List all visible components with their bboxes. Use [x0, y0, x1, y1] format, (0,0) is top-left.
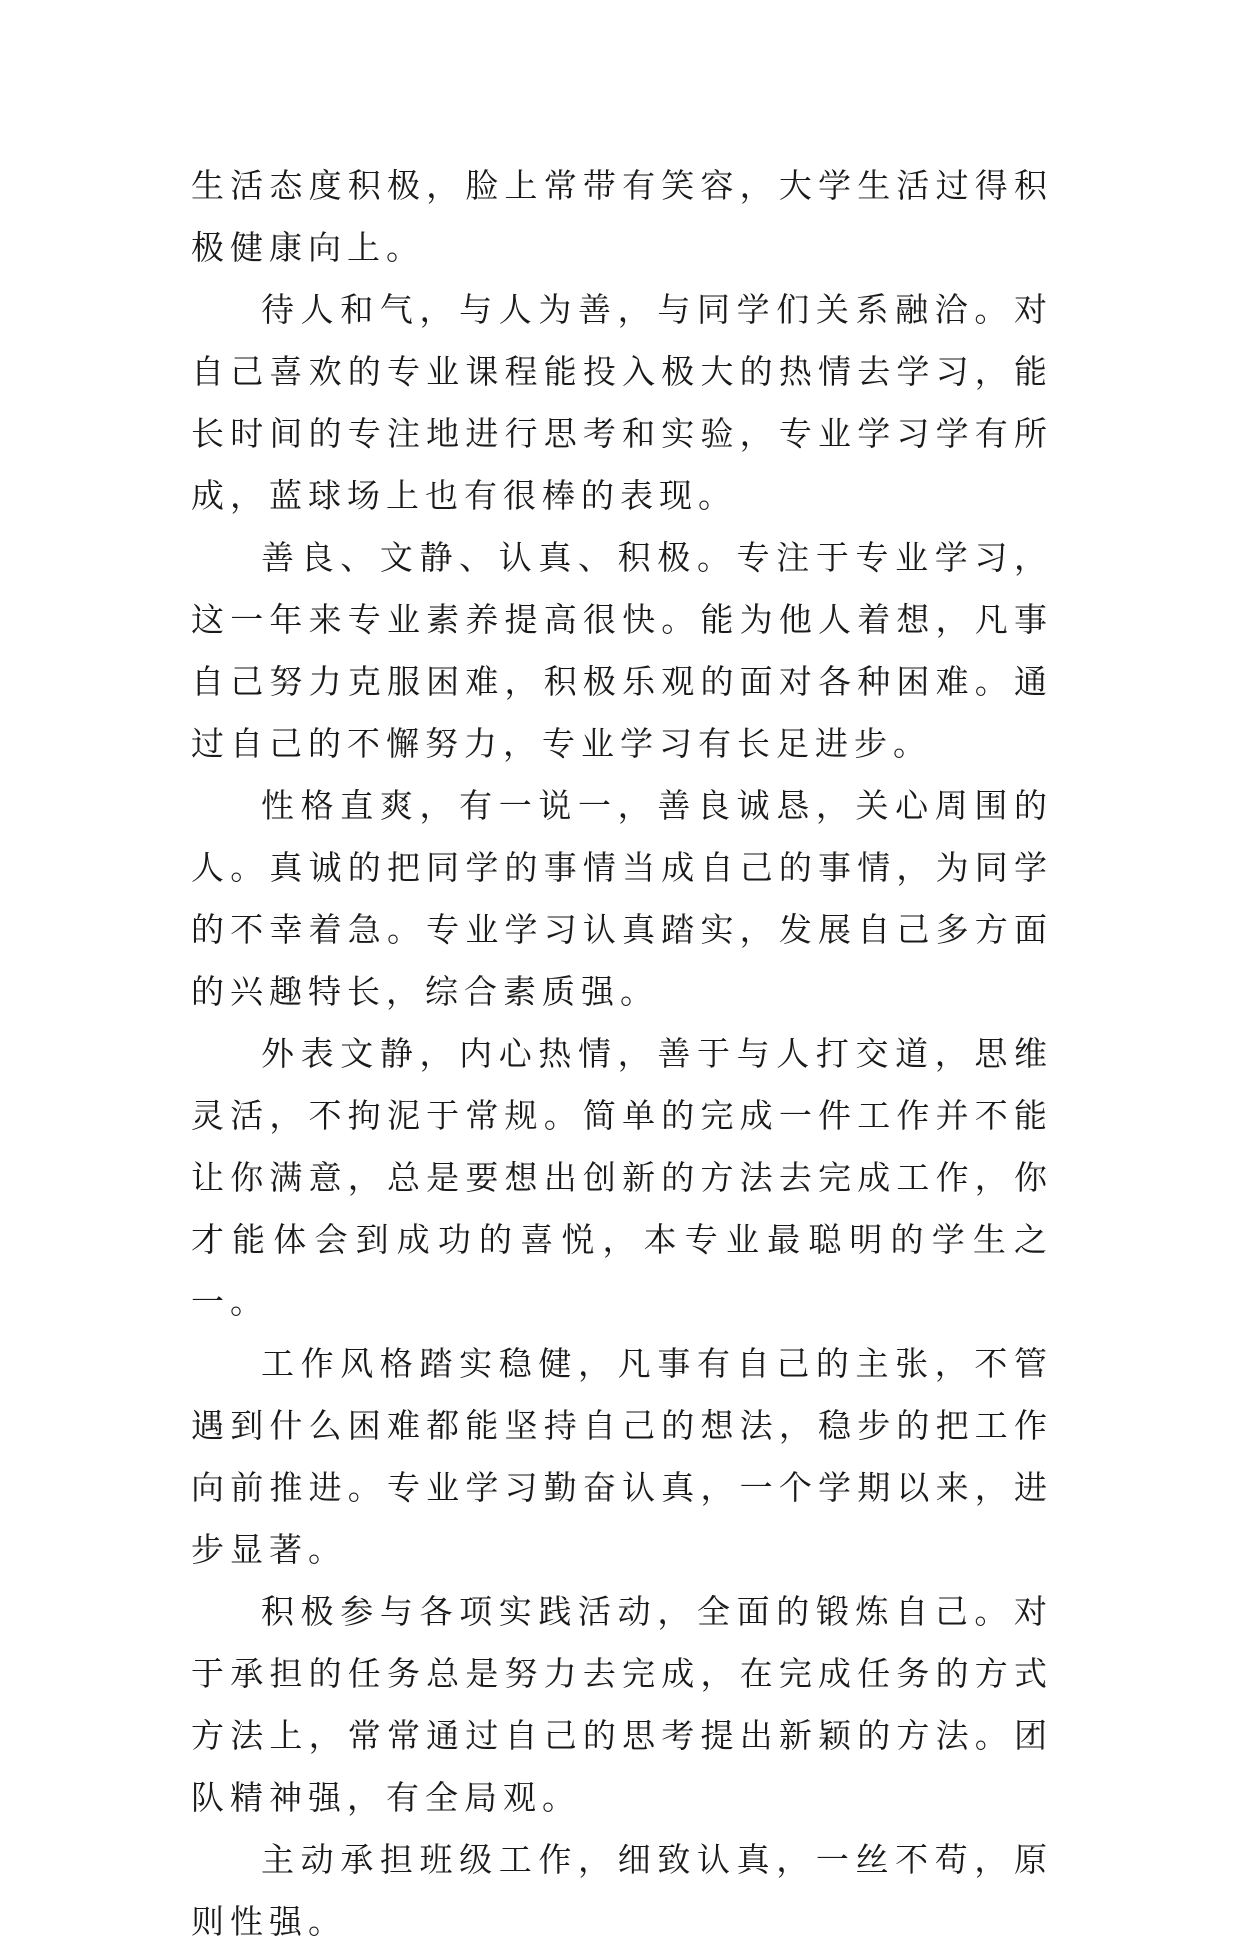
- paragraph-7: 积极参与各项实践活动，全面的锻炼自己。对于承担的任务总是努力去完成，在完成任务的方式方法上，常常通过自己的思考提出新颖的方法。团队精神强，有全局观。: [191, 1592, 1053, 1817]
- paragraph-1: 生活态度积极，脸上常带有笑容，大学生活过得积极健康向上。: [191, 166, 1053, 267]
- paragraph-8: 主动承担班级工作，细致认真，一丝不苟，原则性强。: [191, 1840, 1053, 1941]
- paragraph-2: 待人和气，与人为善，与同学们关系融洽。对自己喜欢的专业课程能投入极大的热情去学习，能长时间的专注地进行思考和实验，专业学习学有所成，蓝球场上也有很棒的表现。: [191, 290, 1053, 515]
- paragraph-6: 工作风格踏实稳健，凡事有自己的主张，不管遇到什么困难都能坚持自己的想法，稳步的把工作向前推进。专业学习勤奋认真，一个学期以来，进步显著。: [191, 1344, 1053, 1569]
- paragraph-5: 外表文静，内心热情，善于与人打交道，思维灵活，不拘泥于常规。简单的完成一件工作并不能让你满意，总是要想出创新的方法去完成工作，你才能体会到成功的喜悦，本专业最聪明的学生之一。: [191, 1034, 1053, 1321]
- paragraph-3: 善良、文静、认真、积极。专注于专业学习，这一年来专业素养提高很快。能为他人着想，凡事自己努力克服困难，积极乐观的面对各种困难。通过自己的不懈努力，专业学习有长足进步。: [191, 538, 1053, 763]
- document-body: [191, 155, 1053, 1953]
- paragraph-4: 性格直爽，有一说一，善良诚恳，关心周围的人。真诚的把同学的事情当成自己的事情，为同学的不幸着急。专业学习认真踏实，发展自己多方面的兴趣特长，综合素质强。: [191, 786, 1053, 1011]
